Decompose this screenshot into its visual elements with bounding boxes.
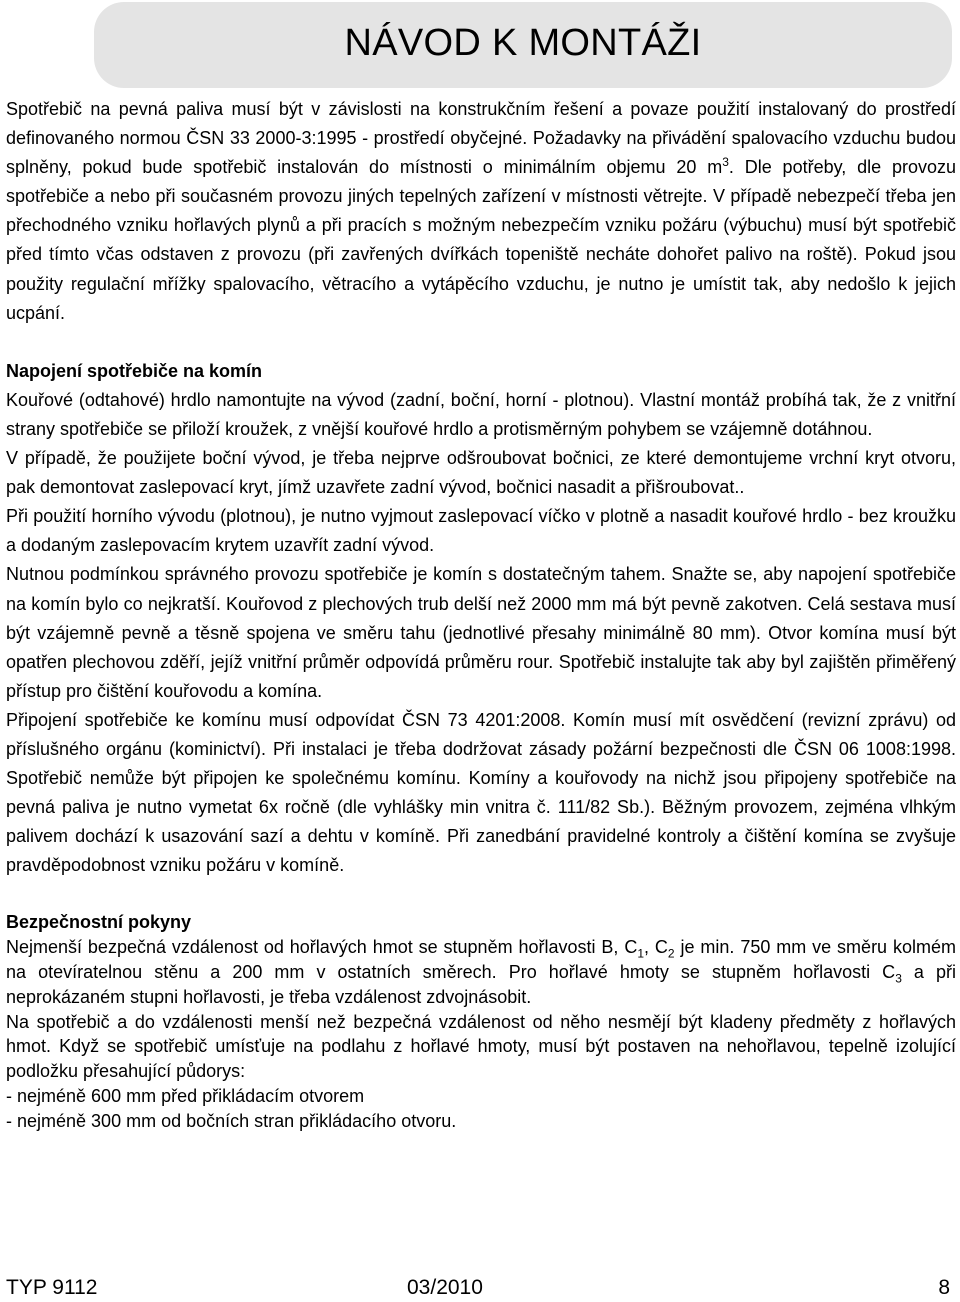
chimney-heading: Napojení spotřebiče na komín (6, 360, 263, 381)
page-title: NÁVOD K MONTÁŽI (344, 22, 702, 64)
title-banner (94, 2, 952, 88)
list-item: - nejméně 300 mm od bočních stran přikládacího otvoru. (6, 1110, 457, 1131)
chimney-paragraph-5: Připojení spotřebiče ke komínu musí odpovídat ČSN 73 4201:2008. Komín musí mít osvědčení (revizní zprávu) od příslušného orgánu (kominictví). Při instalaci je třeba dodržovat zásady požární bezpečnosti dle ČSN 06 1008:1998. Spotřebič nemůže být připojen ke společnému komínu. Komíny a kouřovody na nichž jsou připojeny spotřebiče na pevná paliva je nutno vymetat 6x ročně (dle vyhlášky min vnitra č. 111/82 Sb.). Běžným provozem, zejména vlhkým palivem dochází k usazování sazí a dehtu v komíně. Při zanedbání pravidelné kontroly a čištění komína se zvyšuje pravděpodobnost vzniku požáru v komíně. (6, 709, 956, 876)
safety-paragraph-2: Na spotřebič a do vzdálenosti menší než bezpečná vzdálenost od něho nesmějí být kladeny předměty z hořlavých hmot. Když se spotřebič umísťuje na podlahu z hořlavé hmoty, musí být postaven na nehořlavou, tepelně izolující podložku přesahující půdorys: (6, 1011, 956, 1082)
superscript-3: 3 (722, 155, 729, 170)
intro-text-b: . Dle potřeby, dle provozu spotřebiče a nebo při současném provozu jiných tepelných zařízení v místnosti větrejte. V případě nebezpečí třeba jen přechodného vzniku hořlavých plynů a při pracích s možným nebezpečím vzniku požáru (výbuchu) musí být spotřebič před tímto včas odstaven z provozu (při zavřených dvířkách topeniště necháte dohořet palivo na roště). Pokud jsou použity regulační mřížky spalovacího, větracího a vytápěcího vzduchu, je nutno je umístit tak, aby nedošlo k jejich ucpání. (6, 157, 956, 323)
chimney-paragraph-4: Nutnou podmínkou správného provozu spotřebiče je komín s dostatečným tahem. Snažte se, aby napojení spotřebiče na komín bylo co nejkratší. Kouřovod z plechových trub delší než 2000 mm má být pevně zakotven. Celá sestava musí být vzájemně pevně a těsně spojena ve směru tahu (jednotlivé přesahy minimálně 80 mm). Otvor komína musí být opatřen plechovou zděří, jejíž vnitřní průměr odpovídá průměru rour. Spotřebič instalujte tak aby byl zajištěn přiměřený přístup pro čištění kouřovodu a komína. (6, 564, 956, 701)
intro-paragraph (6, 95, 956, 328)
chimney-paragraph-1: Kouřové (odtahové) hrdlo namontujte na vývod (zadní, boční, horní - plotnou). Vlastní montáž probíhá tak, že z vnitřní strany spotřebiče se přiloží kroužek, z vnější kouřové hrdlo a protisměrným pohybem se vzájemně dotáhnou. (6, 389, 956, 439)
page-footer (6, 1276, 950, 1302)
safety-section (6, 910, 956, 1133)
intro-text-a: Spotřebič na pevná paliva musí být v závislosti na konstrukčním řešení a povaze použití instalovaný do prostředí definovaného normou ČSN 33 2000-3:1995 - prostředí obyčejné. Požadavky na přivádění spalovacího vzduchu budou splněny, pokud bude spotřebič instalován do místnosti o minimálním objemu 20 m (6, 99, 956, 178)
safety-paragraph-1 (6, 935, 956, 1009)
safety-text-c: je min. 750 mm ve směru kolmém na otevíratelnou stěnu a 200 mm v ostatních směrech. Pro hořlavé hmoty se stupněm hořlavosti C (6, 937, 956, 983)
footer-model: TYP 9112 (6, 1276, 98, 1299)
list-item: - nejméně 600 mm před přikládacím otvorem (6, 1086, 365, 1107)
safety-text-b: , C (644, 937, 668, 958)
subscript-1: 1 (637, 946, 645, 961)
subscript-2: 2 (667, 946, 675, 961)
subscript-3: 3 (895, 971, 902, 986)
safety-text-a: Nejmenší bezpečná vzdálenost od hořlavých hmot se stupněm hořlavosti B, C (6, 937, 638, 958)
footer-date: 03/2010 (407, 1276, 483, 1299)
chimney-paragraph-3: Při použití horního vývodu (plotnou), je nutno vyjmout zaslepovací víčko v plotně a nasadit kouřové hrdlo - bez kroužku a dodaným zaslepovacím krytem uzavřít zadní vývod. (6, 506, 956, 556)
chimney-paragraph-2: V případě, že použijete boční vývod, je třeba nejprve odšroubovat bočnici, ze které demontujeme vrchní kryt otvoru, pak demontovat zaslepovací kryt, jímž uzavřete zadní vývod, bočnici nasadit a přišroubovat.. (6, 448, 956, 498)
footer-page-number: 8 (938, 1276, 950, 1299)
document-body (6, 95, 956, 1134)
safety-heading: Bezpečnostní pokyny (6, 912, 192, 933)
safety-text-d: a při neprokázaném stupni hořlavosti, je třeba vzdálenost zdvojnásobit. (6, 962, 956, 1007)
